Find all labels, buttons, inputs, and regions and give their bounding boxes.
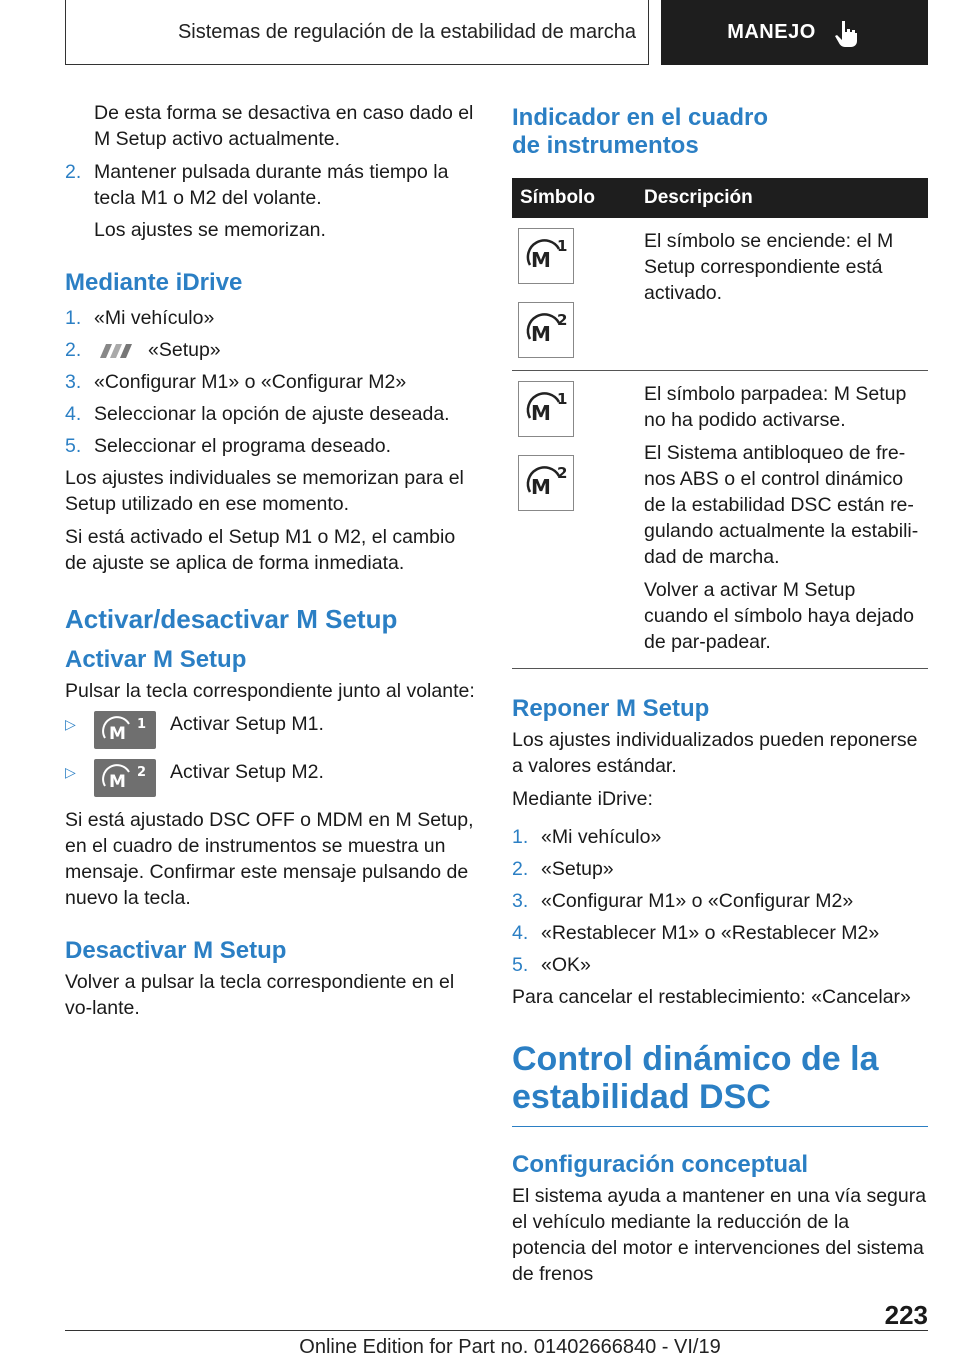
list-item: 1. «Mi vehículo» xyxy=(512,826,662,848)
svg-text:1: 1 xyxy=(557,390,568,408)
footer-divider xyxy=(65,1330,928,1331)
toggle-heading: Activar/desactivar M Setup xyxy=(65,604,398,634)
list-item: 5. «OK» xyxy=(512,954,591,976)
chapter-tab xyxy=(661,0,928,65)
bullet-icon: ▷ xyxy=(65,764,76,780)
dsc-note: Si está ajustado DSC OFF o MDM en M Setup, en el cuadro de instrumentos se muestra un mensaje. Confirmar este mensaje pulsando de nuevo la tecla. xyxy=(65,809,474,909)
deactivate-heading: Desactivar M Setup xyxy=(65,937,287,964)
svg-text:1: 1 xyxy=(557,237,568,255)
M1-setup-icon xyxy=(94,711,156,749)
bullet-icon: ▷ xyxy=(65,716,76,732)
idrive-heading: Mediante iDrive xyxy=(65,269,243,296)
m-stripes-icon xyxy=(94,344,140,358)
activate-intro: Pulsar la tecla correspondiente junto al volante: xyxy=(65,680,475,702)
svg-text:2: 2 xyxy=(137,765,147,780)
reset-intro: Los ajustes individualizados pueden reponerse a valores estándar. xyxy=(512,729,918,777)
M1-setup-icon xyxy=(518,381,574,437)
M2-setup-icon xyxy=(94,759,156,797)
page-number: 223 xyxy=(884,1300,928,1330)
reset-via: Mediante iDrive: xyxy=(512,788,653,810)
concept-heading: Configuración conceptual xyxy=(512,1151,809,1178)
list-item: ▷ M 1 Activar Setup M1. xyxy=(65,711,477,749)
symbol-table xyxy=(512,178,928,669)
svg-text:M: M xyxy=(109,724,126,744)
M1-setup-icon xyxy=(518,228,574,284)
list-item: ▷ M 2 Activar Setup M2. xyxy=(65,759,477,797)
list-item: 5. Seleccionar el programa deseado. xyxy=(65,435,392,457)
activate-heading: Activar M Setup xyxy=(65,646,247,673)
page-header xyxy=(65,0,928,65)
list-item: 4. «Restablecer M1» o «Restablecer M2» xyxy=(512,922,880,944)
cancel-text: Para cancelar el restablecimiento: «Cancelar» xyxy=(512,986,911,1008)
table-row: M 1 M 2 El símbolo parpadea: M Setup no ha podido activarse. El Sistema antibloqueo de fre-nos ABS o el control dinámico de la estabilidad DSC están re-gulando actualmente la estabili-dad de marcha. Volver a activar M Setup cuando el símbolo haya dejado de par-padear. xyxy=(512,371,928,669)
footer-edition: Online Edition for Part no. 01402666840 - VI/19 xyxy=(299,1336,721,1358)
list-item: 3. «Configurar M1» o «Configurar M2» xyxy=(65,371,407,393)
M2-setup-icon xyxy=(518,302,574,358)
left-column xyxy=(65,100,477,1028)
deactivate-text: Volver a pulsar la tecla correspondiente en el vo-lante. xyxy=(65,971,455,1019)
list-item: 1. «Mi vehículo» xyxy=(65,307,215,329)
reset-heading: Reponer M Setup xyxy=(512,695,710,722)
svg-text:2: 2 xyxy=(557,464,568,482)
section-title: Sistemas de regulación de la estabilidad de marcha xyxy=(65,0,649,65)
list-item: 2. «Setup» xyxy=(65,339,221,361)
intro-text: De esta forma se desactiva en caso dado el M Setup activo actualmente. xyxy=(94,102,474,150)
list-item: 3. «Configurar M1» o «Configurar M2» xyxy=(512,890,854,912)
svg-text:2: 2 xyxy=(557,311,568,329)
indicator-heading: Indicador en el cuadro de instrumentos xyxy=(512,104,769,159)
svg-text:M: M xyxy=(109,772,126,792)
table-row: M 1 M 2 El símbolo se enciende: el M Setup correspondiente está activado. xyxy=(512,218,928,371)
right-column xyxy=(512,100,928,1294)
chapter-label: MANEJO xyxy=(727,21,816,43)
svg-text:M: M xyxy=(531,475,551,499)
step-note: Los ajustes se memorizan. xyxy=(94,219,326,241)
list-item: 2. Mantener pulsada durante más tiempo la tecla M1 o M2 del volante. xyxy=(65,161,449,209)
svg-text:M: M xyxy=(531,401,551,425)
list-item: 2. «Setup» xyxy=(512,858,614,880)
svg-text:M: M xyxy=(531,322,551,346)
paragraph: Los ajustes individuales se memorizan para el Setup utilizado en ese momento. xyxy=(65,467,464,515)
svg-text:M: M xyxy=(531,248,551,272)
pointing-hand-icon xyxy=(832,18,862,48)
M2-setup-icon xyxy=(518,455,574,511)
list-item: 4. Seleccionar la opción de ajuste deseada. xyxy=(65,403,450,425)
table-header: Símbolo Descripción xyxy=(512,178,928,218)
concept-text: El sistema ayuda a mantener en una vía segura el vehículo mediante la reducción de la potencia del motor e intervenciones del sistema de frenos xyxy=(512,1185,927,1285)
dsc-heading: Control dinámico de la estabilidad DSC xyxy=(512,1040,928,1127)
paragraph: Si está activado el Setup M1 o M2, el cambio de ajuste se aplica de forma inmediata. xyxy=(65,526,456,574)
svg-text:1: 1 xyxy=(137,717,147,732)
